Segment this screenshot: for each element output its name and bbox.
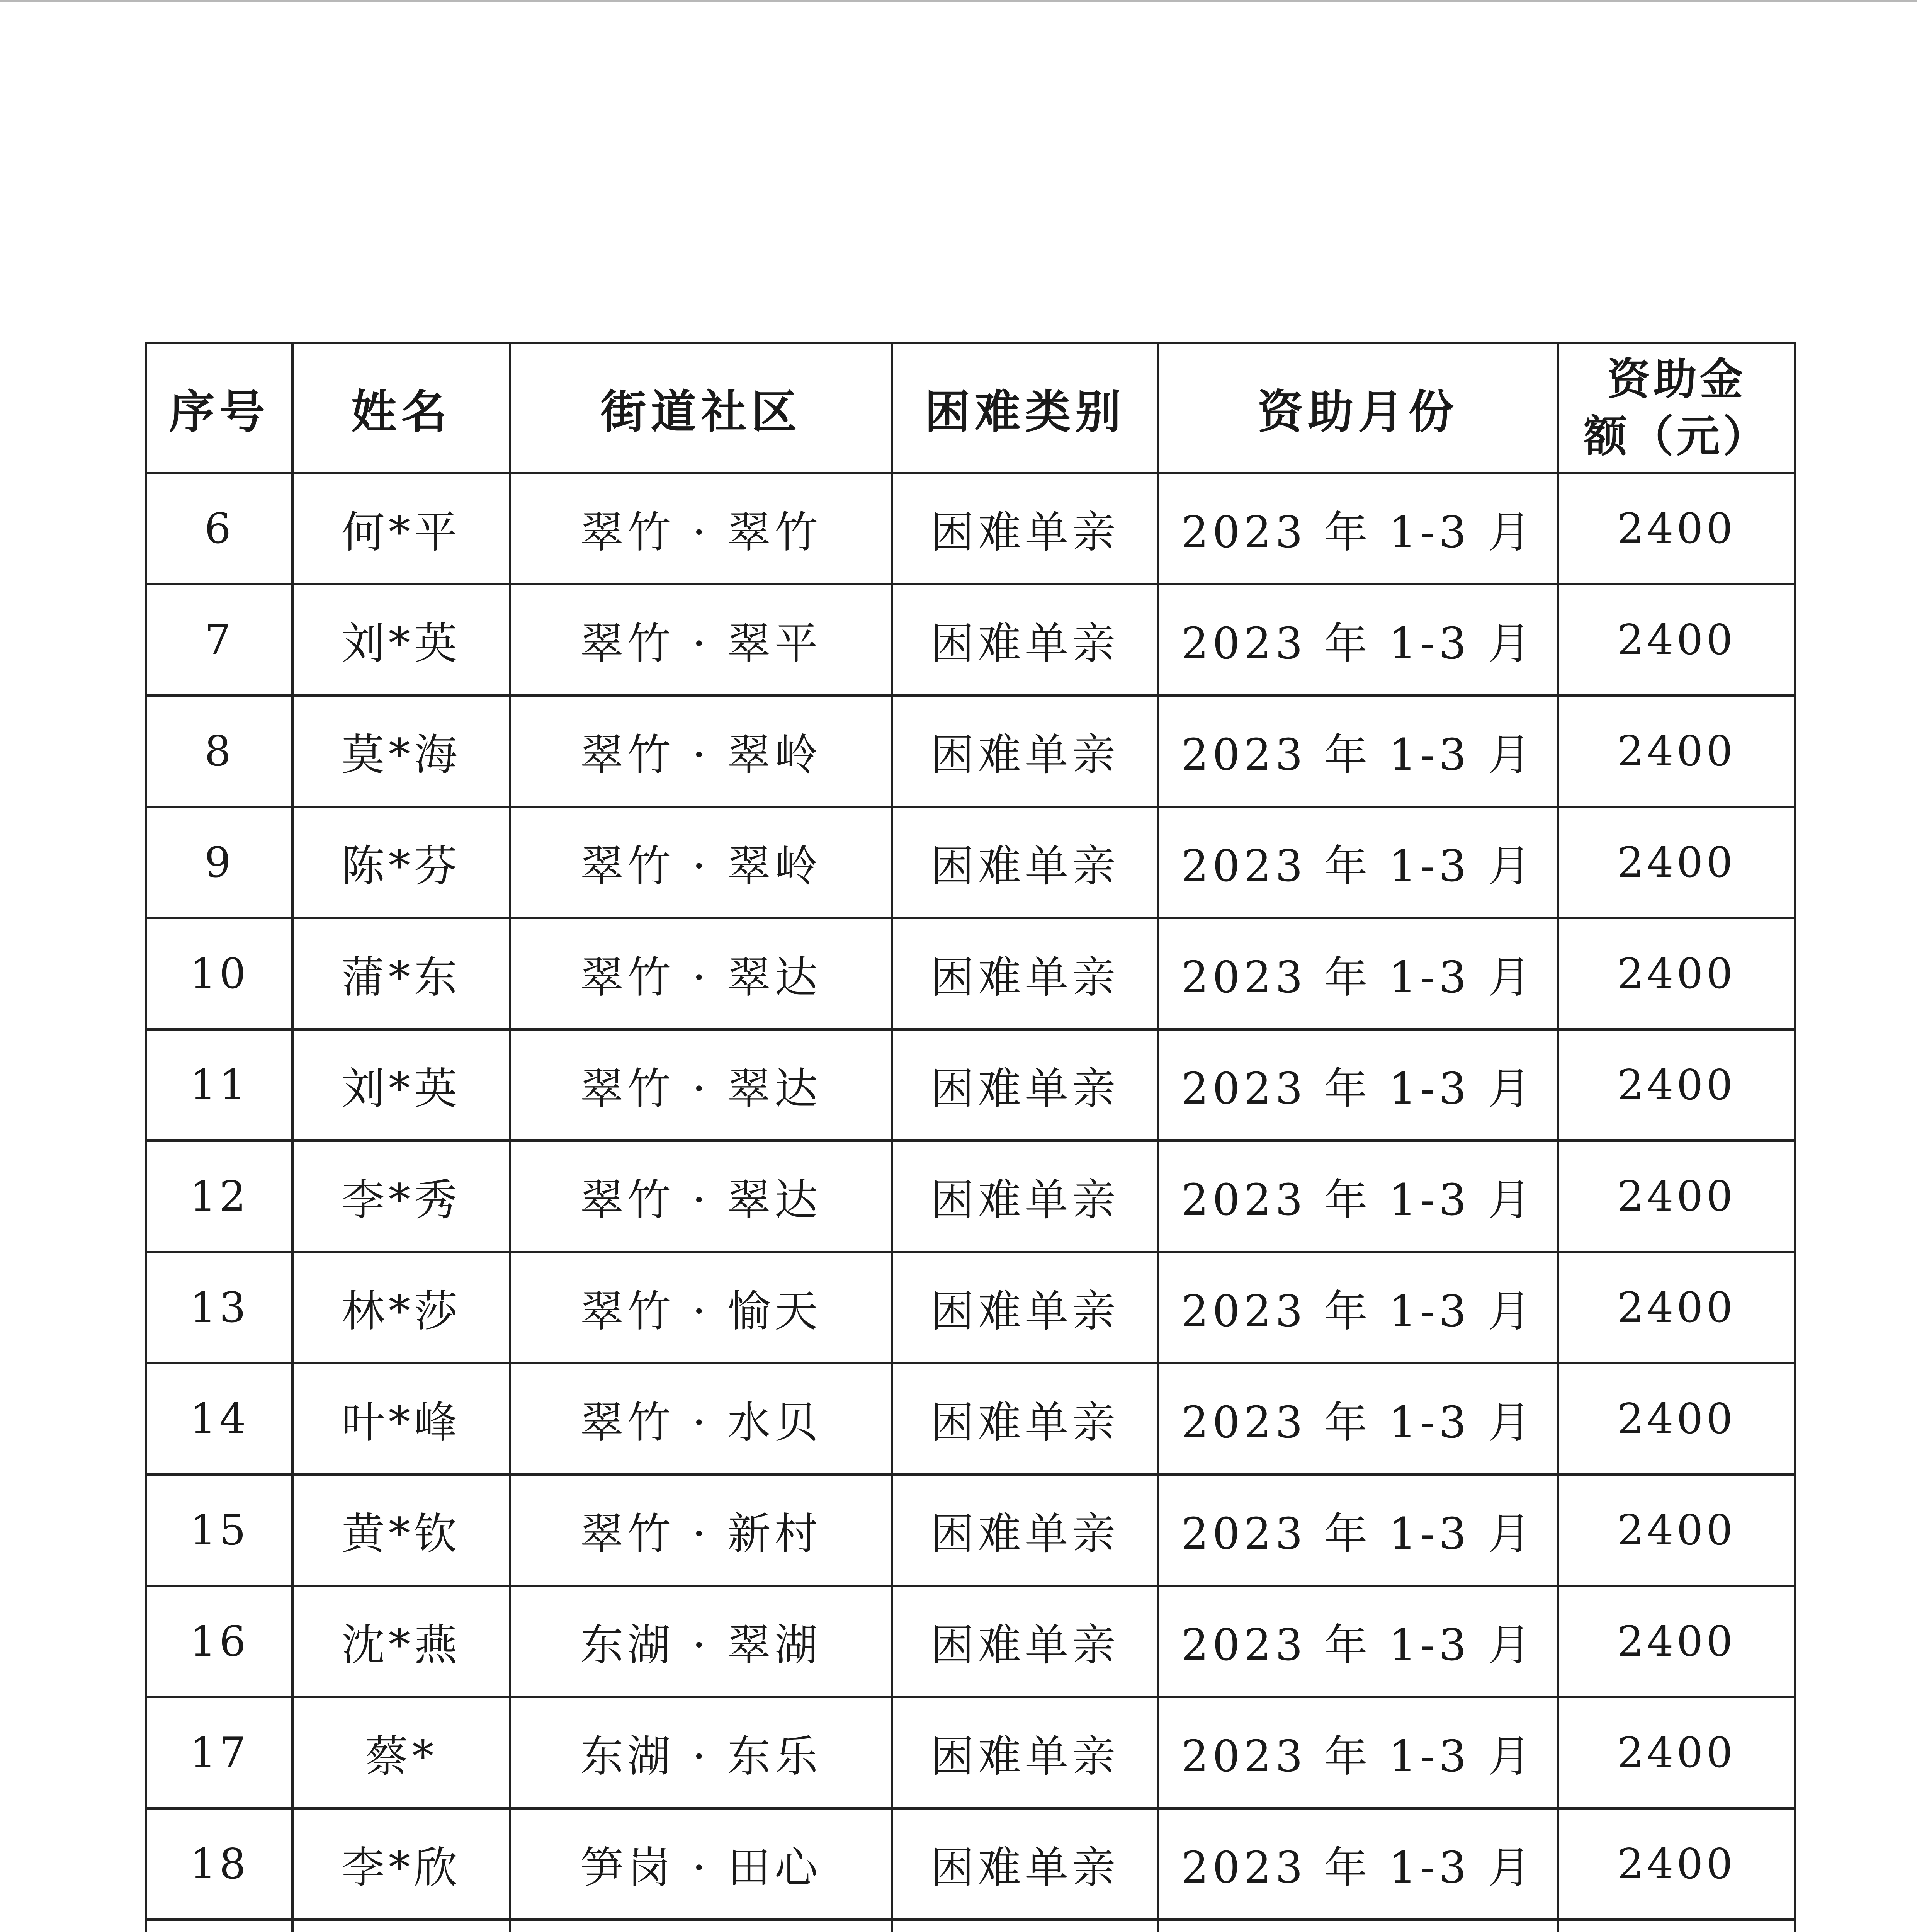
cell-amount: 2400 [1558,696,1795,807]
header-amount-line2: 额（元） [1584,412,1769,462]
cell-period: 2023 年 1-3 月 [1158,1697,1558,1808]
cell-index: 18 [146,1808,292,1920]
cell-period [1158,1920,1558,1932]
cell-period: 2023 年 1-3 月 [1158,1252,1558,1363]
table-row [146,696,1795,807]
cell-amount: 2400 [1558,1808,1795,1920]
cell-community: 翠竹 · 新村 [510,1475,892,1586]
header-amount-line1: 资助金 [1607,354,1746,405]
cell-community: 东湖 · 翠湖 [510,1586,892,1697]
table-row [146,1697,1795,1808]
header-name: 姓名 [292,343,510,473]
table-row [146,1029,1795,1141]
cell-category [892,1920,1158,1932]
cell-category: 困难单亲 [892,1029,1158,1141]
cell-community: 翠竹 · 水贝 [510,1363,892,1475]
cell-community: 东湖 · 东乐 [510,1697,892,1808]
cell-period: 2023 年 1-3 月 [1158,1808,1558,1920]
cell-category: 困难单亲 [892,1363,1158,1475]
cell-index [146,1920,292,1932]
cell-amount: 2400 [1558,807,1795,918]
page-top-rule [0,0,1917,2]
cell-period: 2023 年 1-3 月 [1158,473,1558,584]
cell-index: 16 [146,1586,292,1697]
header-community: 街道社区 [510,343,892,473]
cell-amount: 2400 [1558,1697,1795,1808]
cell-amount: 2400 [1558,584,1795,696]
header-period: 资助月份 [1158,343,1558,473]
cell-index: 11 [146,1029,292,1141]
cell-amount: 2400 [1558,918,1795,1029]
cell-amount: 2400 [1558,1252,1795,1363]
table-row [146,584,1795,696]
table-row [146,1808,1795,1920]
cell-period: 2023 年 1-3 月 [1158,1141,1558,1252]
cell-index: 10 [146,918,292,1029]
cell-period: 2023 年 1-3 月 [1158,807,1558,918]
cell-category: 困难单亲 [892,584,1158,696]
table-row [146,1252,1795,1363]
cell-period: 2023 年 1-3 月 [1158,1363,1558,1475]
cell-name: 莫*海 [292,696,510,807]
cell-name: 陈*芬 [292,807,510,918]
cell-period: 2023 年 1-3 月 [1158,918,1558,1029]
cell-index: 9 [146,807,292,918]
cell-index: 15 [146,1475,292,1586]
cell-community: 翠竹 · 翠竹 [510,473,892,584]
cell-amount: 2400 [1558,473,1795,584]
cell-index: 13 [146,1252,292,1363]
cell-name: 黄*钦 [292,1475,510,1586]
cell-category: 困难单亲 [892,807,1158,918]
cell-amount: 2400 [1558,1475,1795,1586]
cell-name: 叶*峰 [292,1363,510,1475]
cell-category: 困难单亲 [892,1586,1158,1697]
table-row [146,807,1795,918]
cell-category: 困难单亲 [892,1141,1158,1252]
cell-category: 困难单亲 [892,1808,1158,1920]
table-row [146,1475,1795,1586]
cell-amount: 2400 [1558,1029,1795,1141]
cell-name [292,1920,510,1932]
cell-name: 沈*燕 [292,1586,510,1697]
table-row [146,918,1795,1029]
table-row [146,1363,1795,1475]
cell-community: 翠竹 · 翠平 [510,584,892,696]
header-category: 困难类别 [892,343,1158,473]
table-header-row [146,343,1795,473]
cell-category: 困难单亲 [892,918,1158,1029]
cell-index: 7 [146,584,292,696]
table-row [146,1920,1795,1932]
cell-name: 何*平 [292,473,510,584]
cell-name: 蒲*东 [292,918,510,1029]
cell-community [510,1920,892,1932]
table-row [146,1141,1795,1252]
cell-index: 6 [146,473,292,584]
cell-category: 困难单亲 [892,1252,1158,1363]
cell-community: 翠竹 · 翠达 [510,918,892,1029]
cell-period: 2023 年 1-3 月 [1158,1586,1558,1697]
cell-period: 2023 年 1-3 月 [1158,1029,1558,1141]
cell-index: 14 [146,1363,292,1475]
header-amount [1558,343,1795,473]
cell-name: 刘*英 [292,1029,510,1141]
cell-index: 8 [146,696,292,807]
table-row [146,1586,1795,1697]
cell-period: 2023 年 1-3 月 [1158,584,1558,696]
cell-amount [1558,1920,1795,1932]
cell-community: 翠竹 · 翠达 [510,1141,892,1252]
assistance-table [145,342,1796,1932]
cell-community: 翠竹 · 翠岭 [510,807,892,918]
table-body [146,473,1795,1932]
cell-amount: 2400 [1558,1363,1795,1475]
cell-category: 困难单亲 [892,473,1158,584]
cell-amount: 2400 [1558,1141,1795,1252]
cell-category: 困难单亲 [892,1697,1158,1808]
cell-period: 2023 年 1-3 月 [1158,1475,1558,1586]
cell-name: 刘*英 [292,584,510,696]
cell-period: 2023 年 1-3 月 [1158,696,1558,807]
cell-community: 翠竹 · 翠达 [510,1029,892,1141]
cell-amount: 2400 [1558,1586,1795,1697]
cell-category: 困难单亲 [892,696,1158,807]
cell-community: 翠竹 · 翠岭 [510,696,892,807]
cell-name: 李*秀 [292,1141,510,1252]
cell-name: 蔡* [292,1697,510,1808]
header-index: 序号 [146,343,292,473]
cell-index: 17 [146,1697,292,1808]
cell-community: 翠竹 · 愉天 [510,1252,892,1363]
table-row [146,473,1795,584]
cell-index: 12 [146,1141,292,1252]
cell-name: 林*莎 [292,1252,510,1363]
cell-category: 困难单亲 [892,1475,1158,1586]
cell-community: 笋岗 · 田心 [510,1808,892,1920]
cell-name: 李*欣 [292,1808,510,1920]
